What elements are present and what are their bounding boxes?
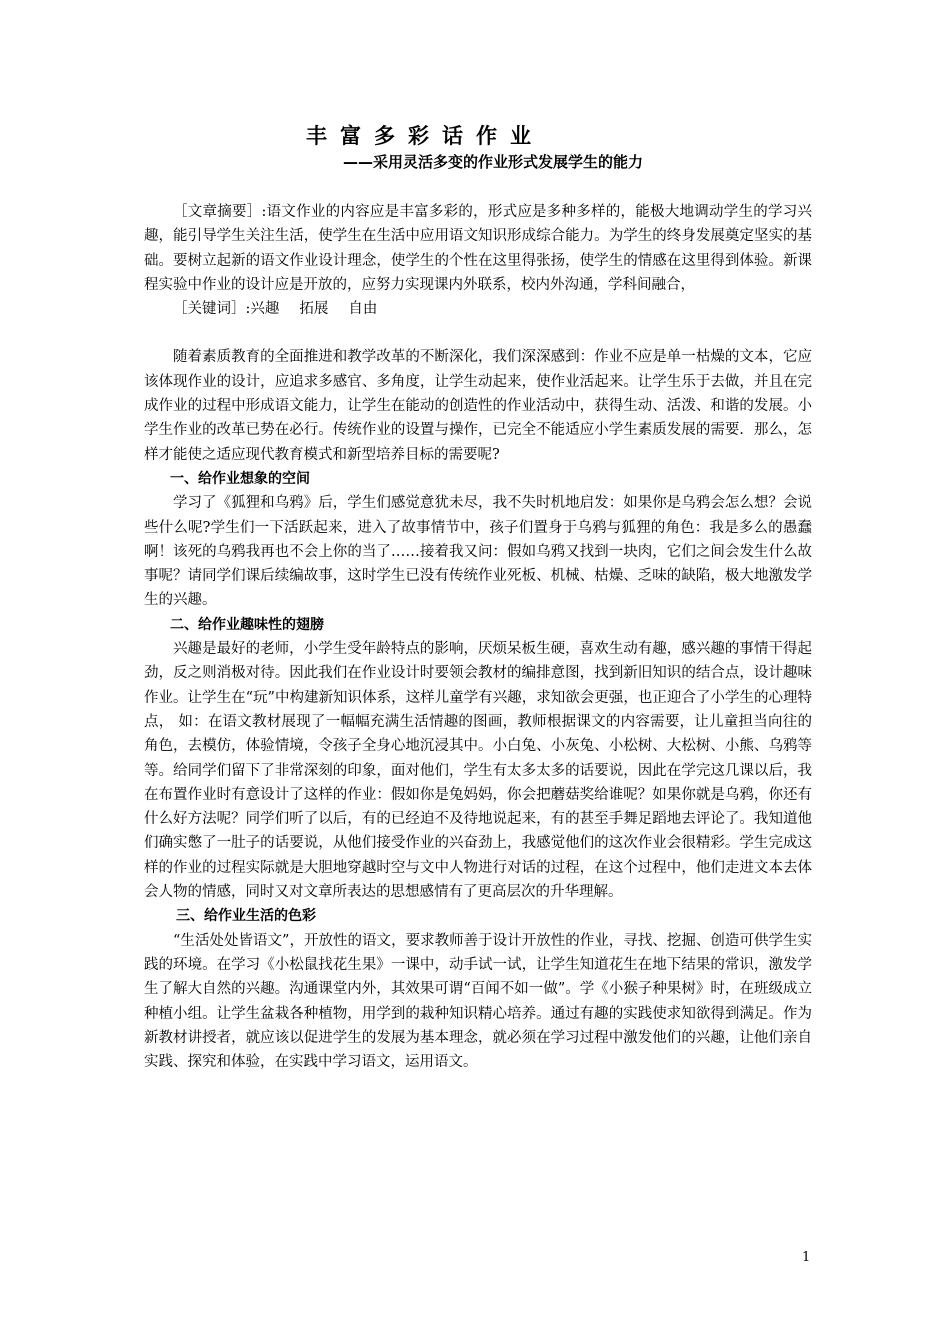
keywords-line <box>144 297 812 321</box>
keyword-item: 拓展 <box>299 301 329 318</box>
section-paragraph-3: “生活处处皆语文”，开放性的语文，要求教师善于设计开放性的作业，寻找、挖掘、创造可供学生实践的环境。在学习《小松鼠找花生果》一课中，动手试一试，让学生知道花生在地下结果的常识，激发学生了解大自然的兴趣。沟通课堂内外，其效果可谓“百闻不如一做”。学《小猴子种果树》时，在班级成立种植小组。让学生盆栽各种植物，用学到的栽种知识精心培养。通过有趣的实践使求知欲得到满足。作为新教材讲授者，就应该以促进学生的发展为基本理念，就必须在学习过程中激发他们的兴趣，让他们亲自实践、探究和体验，在实践中学习语文，运用语文。 <box>144 932 812 1071</box>
document-body <box>144 200 812 1074</box>
keyword-item: 兴趣 <box>250 301 280 318</box>
keyword-item: 自由 <box>348 301 378 318</box>
keywords-label: ［关键词］: <box>173 301 251 318</box>
section-heading-2: 二、给作业趣味性的翅膀 <box>170 616 324 633</box>
abstract-text: 语文作业的内容应是丰富多彩的，形式应是多种多样的，能极大地调动学生的学习兴趣，能引导学生关注生活，使学生在生活中应用语文知识形成综合能力。为学生的终身发展奠定坚实的基础。要树立起新的语文作业设计理念，使学生的个性在这里得张扬，使学生的情感在这里得到体验。新课程实验中作业的设计应是开放的，应努力实现课内外联系，校内外沟通，学科间融合， <box>144 204 813 293</box>
spacer <box>144 321 812 345</box>
abstract-paragraph <box>144 200 812 297</box>
section-heading-3: 三、给作业生活的色彩 <box>176 908 316 925</box>
section-paragraph-1: 学习了《狐狸和乌鸦》后，学生们感觉意犹未尽，我不失时机地启发：如果你是乌鸦会怎么想？会说些什么呢?学生们一下活跃起来，进入了故事情节中，孩子们置身于乌鸦与狐狸的角色：我是多么的愚蠢啊！该死的乌鸦我再也不会上你的当了……接着我又问：假如乌鸦又找到一块肉，它们之间会发生什么故事呢？请同学们课后续编故事，这时学生已没有传统作业死板、机械、枯燥、乏味的缺陷，极大地激发学生的兴趣。 <box>144 495 812 609</box>
abstract-label: ［文章摘要］: <box>173 204 267 220</box>
document-subtitle: ——采用灵活多变的作业形式发展学生的能力 <box>343 153 644 171</box>
document-title: 丰富多彩话作业 <box>306 124 544 148</box>
section-heading-1: 一、给作业想象的空间 <box>170 470 310 487</box>
intro-paragraph: 随着素质教育的全面推进和教学改革的不断深化，我们深深感到：作业不应是单一枯燥的文本，它应该体现作业的设计，应追求多感官、多角度，让学生动起来，使作业活起来。让学生乐于去做，并且在完成作业的过程中形成语文能力，让学生在能动的创造性的作业活动中，获得生动、活泼、和谐的发展。小学生作业的改革已势在必行。传统作业的设置与操作，已完全不能适应小学生素质发展的需要．那么，怎样才能使之适应现代教育模式和新型培养目标的需要呢? <box>144 349 812 463</box>
section-paragraph-2: 兴趣是最好的老师，小学生受年龄特点的影响，厌烦呆板生硬，喜欢生动有趣，感兴趣的事情干得起劲，反之则消极对待。因此我们在作业设计时要领会教材的编排意图，找到新旧知识的结合点，设计趣味作业。让学生在“玩”中构建新知识体系，这样儿童学有兴趣，求知欲会更强，也正迎合了小学生的心理特点， 如：在语文教材展现了一幅幅充满生活情趣的图画，教师根据课文的内容需要，让儿童担当向往的角色，去模仿，体验情境，令孩子全身心地沉浸其中。小白兔、小灰兔、小松树、大松树、小熊、乌鸦等等。给同学们留下了非常深刻的印象，面对他们，学生有太多太多的话要说，因此在学完这几课以后，我在布置作业时有意设计了这样的作业：假如你是兔妈妈，你会把蘑菇奖给谁呢？如果你就是乌鸦，你还有什么好方法呢？同学们听了以后，有的已经迫不及待地说起来，有的甚至手舞足蹈地去评论了。我知道他们确实憋了一肚子的话要说，从他们接受作业的兴奋劲上，我感觉他们的这次作业会很精彩。学生完成这样的作业的过程实际就是大胆地穿越时空与文中人物进行对话的过程，在这个过程中，他们走进文本去体会人物的情感，同时又对文章所表达的思想感情有了更高层次的升华理解。 <box>144 641 812 901</box>
page-number: 1 <box>802 1250 811 1265</box>
